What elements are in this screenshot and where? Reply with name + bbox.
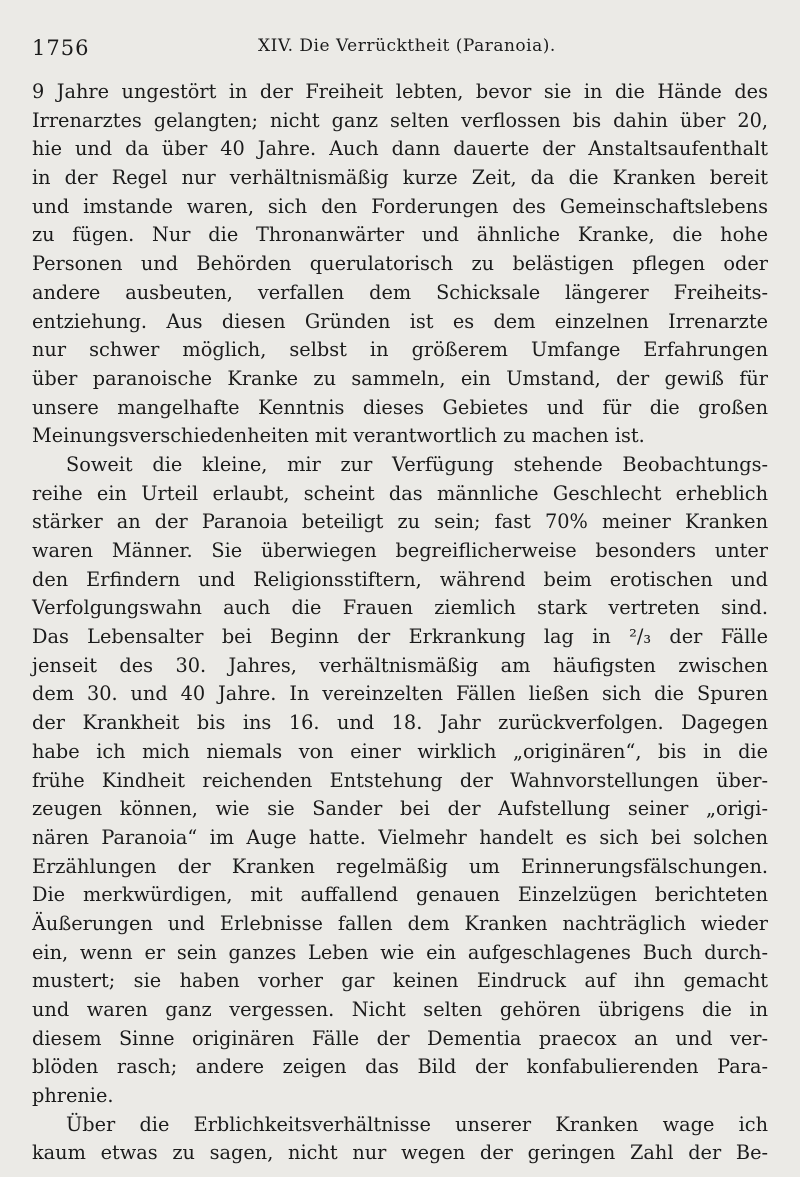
text-line: habe ich mich niemals von einer wirklich „originären“, bis in die bbox=[32, 739, 768, 763]
text-line: Verfolgungswahn auch die Frauen ziemlich stark vertreten sind. bbox=[32, 596, 768, 620]
text-line: Irrenarztes gelangten; nicht ganz selten verflossen bis dahin über 20, bbox=[32, 108, 768, 132]
text-line: Äußerungen und Erlebnisse fallen dem Kranken nachträglich wieder bbox=[32, 911, 768, 935]
text-line: blöden rasch; andere zeigen das Bild der konfabulierenden Para- bbox=[32, 1055, 768, 1079]
text-line: in der Regel nur verhältnismäßig kurze Zeit, da die Kranken bereit bbox=[32, 166, 768, 190]
paragraph-end-line: Meinungsverschiedenheiten mit verantwortlich zu machen ist. bbox=[32, 424, 645, 448]
text-line: dem 30. und 40 Jahre. In vereinzelten Fällen ließen sich die Spuren bbox=[32, 682, 768, 706]
text-line: nären Paranoia“ im Auge hatte. Vielmehr handelt es sich bei solchen bbox=[32, 825, 768, 849]
page-number: 1756 bbox=[32, 36, 90, 60]
paragraph-end-line: phrenie. bbox=[32, 1084, 114, 1108]
paragraph-start-line: Über die Erblichkeitsverhältnisse unserer Kranken wage ich bbox=[66, 1112, 768, 1136]
text-line: jenseit des 30. Jahres, verhältnismäßig am häufigsten zwischen bbox=[32, 653, 768, 677]
text-line: kaum etwas zu sagen, nicht nur wegen der geringen Zahl der Be- bbox=[32, 1141, 768, 1165]
text-line: und imstande waren, sich den Forderungen des Gemeinschaftslebens bbox=[32, 194, 768, 218]
paragraph-start-line: Soweit die kleine, mir zur Verfügung stehende Beobachtungs- bbox=[66, 452, 768, 476]
text-line: zeugen können, wie sie Sander bei der Aufstellung seiner „origi- bbox=[32, 797, 768, 821]
text-line: mustert; sie haben vorher gar keinen Eindruck auf ihn gemacht bbox=[32, 969, 768, 993]
text-line: frühe Kindheit reichenden Entstehung der Wahnvorstellungen über- bbox=[32, 768, 768, 792]
text-line: nur schwer möglich, selbst in größerem Umfange Erfahrungen bbox=[32, 338, 768, 362]
text-line: über paranoische Kranke zu sammeln, ein Umstand, der gewiß für bbox=[32, 366, 768, 390]
text-line: Personen und Behörden querulatorisch zu belästigen pflegen oder bbox=[32, 252, 768, 276]
text-line: der Krankheit bis ins 16. und 18. Jahr zurückverfolgen. Dagegen bbox=[32, 711, 768, 735]
text-line: ein, wenn er sein ganzes Leben wie ein aufgeschlagenes Buch durch- bbox=[32, 940, 768, 964]
text-line: diesem Sinne originären Fälle der Dementia praecox an und ver- bbox=[32, 1026, 768, 1050]
text-line: hie und da über 40 Jahre. Auch dann dauerte der Anstaltsaufenthalt bbox=[32, 137, 768, 161]
text-line: Das Lebensalter bei Beginn der Erkrankung lag in ²/₃ der Fälle bbox=[32, 625, 768, 649]
text-line: und waren ganz vergessen. Nicht selten gehören übrigens die in bbox=[32, 998, 768, 1021]
text-line: Die merkwürdigen, mit auffallend genauen Einzelzügen berichteten bbox=[32, 883, 768, 907]
text-line: den Erfindern und Religionsstiftern, während beim erotischen und bbox=[32, 567, 768, 591]
text-line: stärker an der Paranoia beteiligt zu sein; fast 70% meiner Kranken bbox=[32, 510, 768, 534]
body-text bbox=[32, 78, 768, 1168]
page-header bbox=[32, 36, 762, 62]
text-line: 9 Jahre ungestört in der Freiheit lebten, bevor sie in die Hände des bbox=[32, 80, 768, 103]
text-line: entziehung. Aus diesen Gründen ist es dem einzelnen Irrenarzte bbox=[32, 309, 768, 333]
text-line: Erzählungen der Kranken regelmäßig um Erinnerungsfälschungen. bbox=[32, 854, 768, 878]
text-line: zu fügen. Nur die Thronanwärter und ähnliche Kranke, die hohe bbox=[32, 223, 768, 247]
text-line: reihe ein Urteil erlaubt, scheint das männliche Geschlecht erheblich bbox=[32, 481, 768, 505]
text-line: andere ausbeuten, verfallen dem Schicksale längerer Freiheits- bbox=[32, 280, 768, 304]
text-line: waren Männer. Sie überwiegen begreiflicherweise besonders unter bbox=[32, 539, 768, 562]
text-line: unsere mangelhafte Kenntnis dieses Gebietes und für die großen bbox=[32, 395, 768, 419]
running-head: XIV. Die Verrücktheit (Paranoia). bbox=[258, 36, 556, 56]
